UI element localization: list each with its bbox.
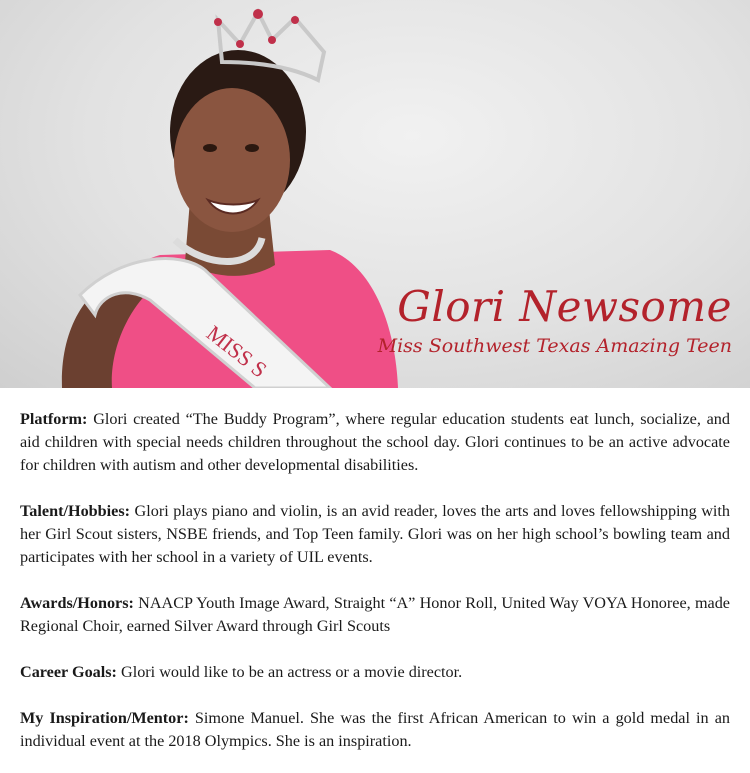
section-text: Glori would like to be an actress or a movie director.	[121, 663, 463, 681]
section-label: Career Goals:	[20, 663, 117, 681]
section-label: Platform:	[20, 410, 88, 428]
platform-section	[20, 408, 730, 477]
bio-content	[0, 388, 750, 753]
name-block	[378, 284, 732, 358]
career-goals-section	[20, 661, 730, 684]
sash-text: MISS S	[201, 320, 272, 383]
section-text: Simone Manuel. She was the first African American to win a gold medal in an individual event at the 2018 Olympics. She is an inspiration.	[20, 709, 730, 750]
talent-hobbies-section	[20, 500, 730, 569]
section-text: NAACP Youth Image Award, Straight “A” Honor Roll, United Way VOYA Honoree, made Regional Choir, earned Silver Award through Girl Scouts	[20, 594, 730, 635]
section-label: My Inspiration/Mentor:	[20, 709, 189, 727]
section-label: Talent/Hobbies:	[20, 502, 131, 520]
contestant-title: Miss Southwest Texas Amazing Teen	[377, 335, 732, 357]
section-text: Glori created “The Buddy Program”, where regular education students eat lunch, socialize, and aid children with special needs children throughout the school day. Glori continues to be an active advocate for children with autism and other developmental disabilities.	[20, 410, 730, 474]
inspiration-mentor-section	[20, 707, 730, 753]
contestant-name: Glori Newsome	[397, 282, 732, 331]
section-text: Glori plays piano and violin, is an avid reader, loves the arts and loves fellowshipping with her Girl Scout sisters, NSBE friends, and Top Teen family. Glori was on her high school’s bowling team and participates with her school in a variety of UIL events.	[20, 502, 730, 566]
section-label: Awards/Honors:	[20, 594, 134, 612]
awards-honors-section	[20, 592, 730, 638]
